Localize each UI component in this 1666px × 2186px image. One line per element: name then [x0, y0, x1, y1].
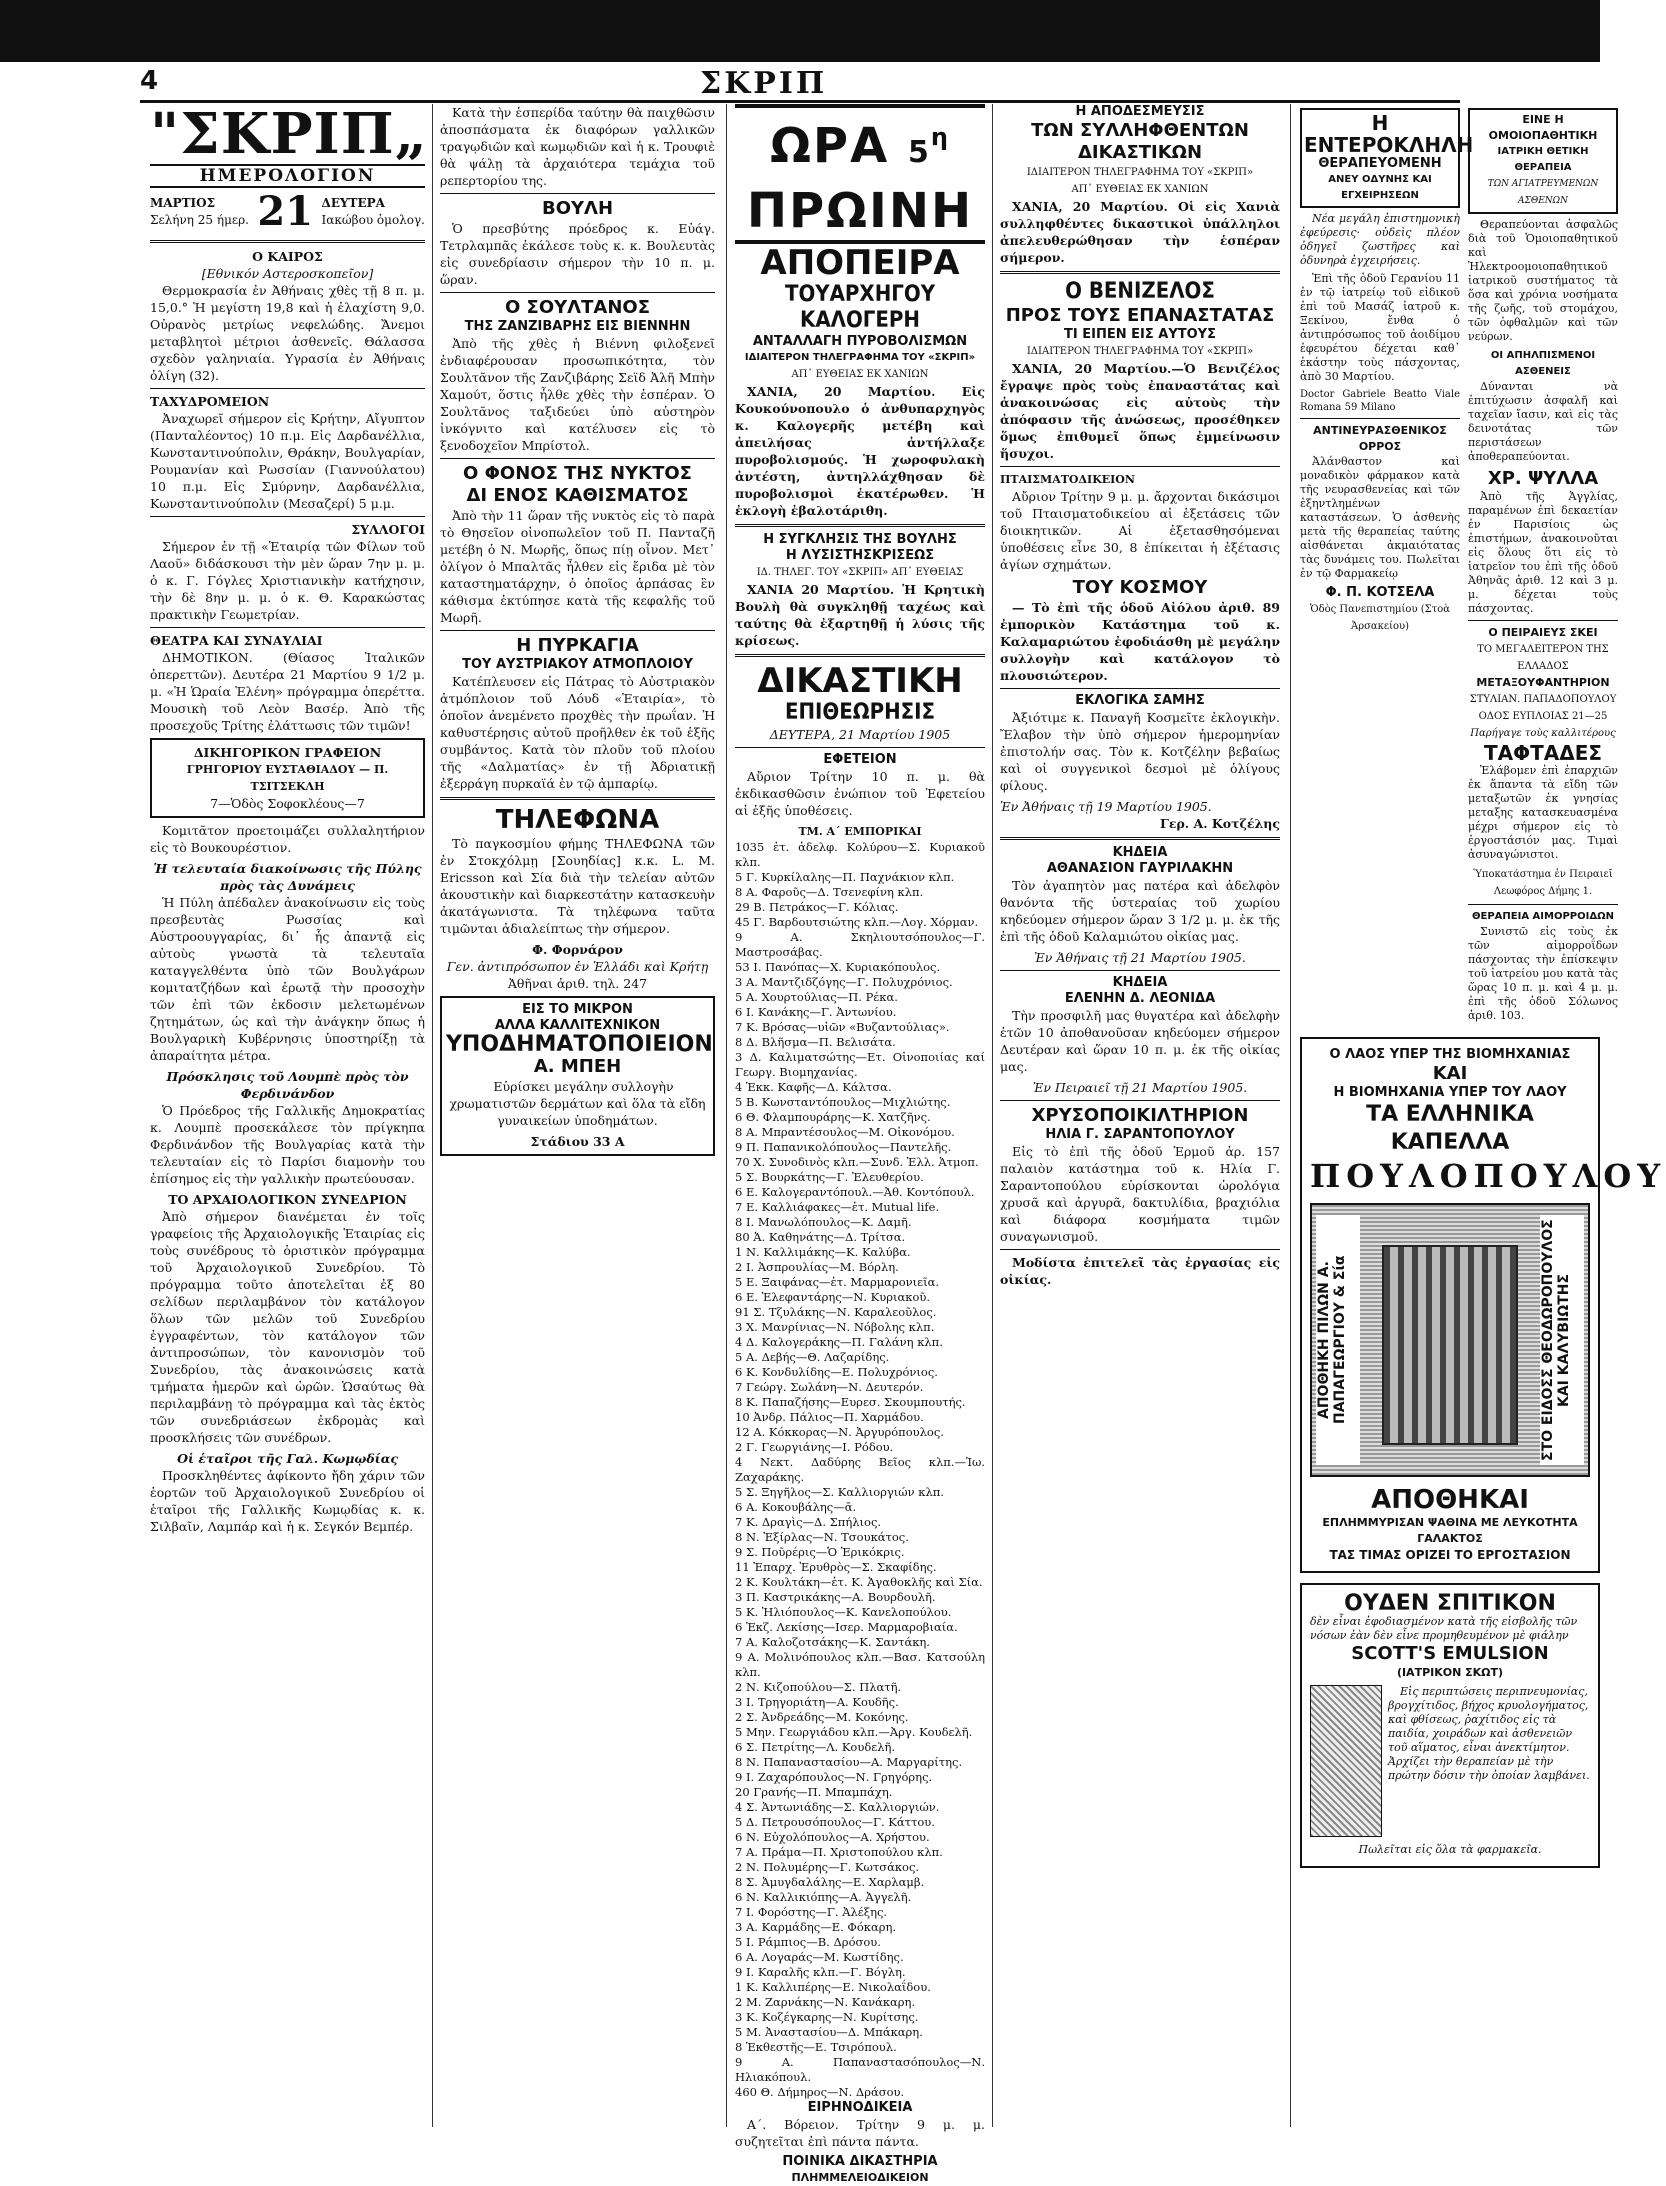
- doctor-text: Ἀπὸ τῆς Ἀγγλίας, παραμένων ἐπὶ δεκαετίαν ἐν Παρισίοις ὡς ἐπιστήμων, ἀνακοινοῦται εἰς ὅλους ὅτι εἰς τὸ ἰατρεῖον του ἐπὶ τῆς ὁδοῦ Ἀθηνᾶς ἀριθ. 12 καὶ 3 μ. μ. δέχεται τοὺς πάσχοντας.: [1468, 490, 1618, 615]
- comedy-heading: Οἱ ἑταῖροι τῆς Γαλ. Κωμῳδίας: [177, 1451, 398, 1466]
- homeopathy-ad: [1468, 108, 1618, 214]
- fisherman-illustration: [1310, 1685, 1382, 1837]
- petty-court-heading: ΠΤΑΙΣΜΑΤΟΔΙΚΕΙΟΝ: [1000, 473, 1135, 486]
- case-item: 3 Κ. Κοζέγκαρης—Ν. Κυρίτσης.: [735, 2010, 919, 2024]
- scott-sub: δὲν εἶναι ἐφοδιασμένον κατὰ τῆς εἰσβολῆς τῶν νόσων ἐὰν δὲν εἶνε προμηθευμένον μὲ φιάλην: [1310, 1615, 1578, 1642]
- case-item: 7 Γεώργ. Σωλάνη—Ν. Δευτερόν.: [735, 1380, 924, 1394]
- attempt-heading-3: ΑΝΤΑΛΛΑΓΗ ΠΥΡΟΒΟΛΙΣΜΩΝ: [752, 334, 968, 349]
- column-2: [440, 104, 715, 2127]
- hemorrhoid-text: Συνιστῶ εἰς τοὺς ἐκ τῶν αἱμορροΐδων πάσχοντας τὴν ἐπίσκεψιν τοῦ ἰατρείου μου κατὰ τὰς ὥρας 10 π. μ. καὶ 4 μ. μ. ἐπὶ τῆς ὁδοῦ Σόλωνος ἀριθ. 103.: [1468, 925, 1618, 1022]
- case-item: 8 Ν. Ἐξίρλας—Ν. Τσουκάτος.: [735, 1530, 909, 1544]
- law-office-ad: [150, 738, 425, 818]
- case-item: 8 Κ. Παπαζήσης—Ευρεσ. Σκουμπουτής.: [735, 1395, 966, 1409]
- case-item: 8 Α. Μπραντέσουλος—Μ. Οἰκονόμου.: [735, 1125, 955, 1139]
- case-item: 1 Κ. Καλλιπέρης—Ε. Νικολαΐδου.: [735, 1980, 931, 1994]
- case-item: 2 Ν. Πολυμέρης—Γ. Κωτσάκος.: [735, 1860, 920, 1874]
- case-item: 3 Α. Μαντζιδζόγης—Γ. Πολυχρόνιος.: [735, 975, 953, 989]
- case-item: 7 Ε. Καλλιάφακες—ἑτ. Mutual life.: [735, 1200, 940, 1214]
- hat-line-5: ΠΟΥΛΟΠΟΥΛΟΥ: [1310, 1157, 1666, 1195]
- funeral-1-date: Ἐν Ἀθήναις τῇ 21 Μαρτίου 1905.: [1034, 950, 1246, 965]
- case-item: 8 Ν. Παπαναστασίου—Α. Μαργαρίτης.: [735, 1755, 963, 1769]
- archaeology-heading: ΤΟ ΑΡΧΑΙΟΛΟΓΙΚΟΝ ΣΥΝΕΔΡΙΟΝ: [168, 1192, 407, 1207]
- case-item: 9 Ι. Ζαχαρόπουλος—Ν. Γρηγόρης.: [735, 1770, 933, 1784]
- attempt-heading-2: ΤΟΥΑΡΧΗΓΟΥ ΚΑΛΟΓΕΡΗ: [784, 282, 936, 333]
- samos-text: Ἀξιότιμε κ. Παναγῆ Κοσμεῖτε ἐκλογικὴν. Ἔλαβον τὴν ὑπὸ σήμερον ἡμερομηνίαν ἐπιστολήν σας. Τὸν κ. Κοτζέλην βεβαίως καὶ οἱ συγγενικοὶ δεσμοὶ μὲ ὁλίγους φίλους.: [1000, 710, 1280, 793]
- weather-heading: Ο ΚΑΙΡΟΣ: [252, 249, 323, 264]
- case-item: 8 Ἐκθεστῆς—Ε. Τσιρόπουλ.: [735, 2040, 897, 2054]
- hat-ad: [1300, 1037, 1666, 1573]
- scott-heading: ΟΥΔΕΝ ΣΠΙΤΙΚΟΝ: [1344, 1591, 1556, 1616]
- case-item: 6 Θ. Φλαμπουράρης—Κ. Χατζῆνς.: [735, 1110, 931, 1124]
- sultan-subheading: ΤΗΣ ΖΑΝΖΙΒΑΡΗΣ ΕΙΣ ΒΙΕΝΝΗΝ: [464, 319, 691, 334]
- telephones-heading: ΤΗΛΕΦΩΝΑ: [495, 805, 660, 835]
- shoe-line-2: ΑΛΛΑ ΚΑΛΛΙΤΕΧΝΙΚΟΝ: [494, 1018, 661, 1033]
- case-item: 6 Ε. Καλογεραντόπουλ.—Ἀθ. Κοντόπουλ.: [735, 1185, 975, 1199]
- funeral-1-text: Τὸν ἀγαπητὸν μας πατέρα καὶ ἀδελφὸν θανόντα τῆς ὑστεραίας τοῦ χωρίου κηδεύομεν σήμερον ὥραν 3 1/2 μ. μ. ἐκ τῆς ἐπὶ τῆς ὁδοῦ Καλαμιώτου οἰκίας μας.: [1000, 878, 1280, 944]
- hat-line-1: Ο ΛΑΟΣ ΥΠΕΡ ΤΗΣ ΒΙΟΜΗΧΑΝΙΑΣ: [1329, 1047, 1571, 1062]
- month: ΜΑΡΤΙΟΣ: [150, 195, 216, 210]
- funeral-1-heading: ΚΗΔΕΙΑ: [1112, 845, 1168, 860]
- scott-name: SCOTT'S EMULSION: [1351, 1643, 1549, 1664]
- law-address: 7—Ὁδὸς Σοφοκλέους—7: [210, 796, 365, 811]
- parliament-session-heading: Η ΣΥΓΚΛΗΣΙΣ ΤΗΣ ΒΟΥΛΗΣ: [763, 532, 957, 547]
- murder-subheading: ΔΙ ΕΝΟΣ ΚΑΘΙΣΜΑΤΟΣ: [466, 485, 689, 506]
- loubet-text: Ὁ Πρόεδρος τῆς Γαλλικῆς Δημοκρατίας κ. Λουμπὲ προσεκάλεσε τὸν πρίγκηπα Φερδινάνδον τῆς Βουλγαρίας κατὰ τὴν τελευταίαν εἰς τὸ Παρίσι διαμονὴν του ἐπίσημος εἰς τὴν γαλλικὴν πρωτεύουσαν.: [150, 1103, 425, 1186]
- case-item: 7 Α. Καλοζοτσάκης—Κ. Σαντάκη.: [735, 1635, 930, 1649]
- weather-text: Θερμοκρασία ἐν Ἀθήναις χθὲς τῇ 8 π. μ. 15,0.° Ἡ μεγίστη 19,8 καὶ ἡ ἐλαχίστη 9,0. Οὐρανὸς μετρίως νεφελώδης. Ἄνεμοι μεταβλητοὶ μέτριοι ἀσθενεῖς. Θάλασσα σχεδὸν γαληνιαία. Υγρασία ἐν Ἀθήναις ὀλίγη (32).: [150, 283, 425, 383]
- factory-illustration: [1310, 1203, 1590, 1477]
- shoe-text: Εὑρίσκει μεγάλην συλλογὴν χρωματιστῶν δερμάτων καὶ ὅλα τὰ εἴδη γυναικείων ὑποδημάτων.: [449, 1079, 706, 1128]
- funeral-2-name: ΕΛΕΝΗΝ Δ. ΛΕΟΝΙΔΑ: [1064, 991, 1216, 1006]
- hernia-signature: Doctor Gabriele Beatto Viale Romana 59 Milano: [1300, 389, 1460, 413]
- syllogoi-heading: ΣΥΛΛΟΓΟΙ: [351, 522, 425, 537]
- case-item: 6 Ἐκζ. Λεκίσης—Ισερ. Μαρμαροβιαία.: [735, 1620, 958, 1634]
- samos-signature: Γερ. Α. Κοτζέλης: [1160, 816, 1280, 831]
- hat-line-4: ΤΑ ΕΛΛΗΝΙΚΑ ΚΑΠΕΛΛΑ: [1366, 1102, 1534, 1155]
- release-heading: Η ΑΠΟΔΕΣΜΕΥΣΙΣ: [1075, 104, 1205, 119]
- homeopathy-text-2: Δύνανται νὰ ἐπιτύχωσιν ἀσφαλῆ καὶ ταχεῖαν ἴασιν, καὶ εἰς τὰς δεινοτάτας τῶν περιστάσεων ἀποθεραπεύονται.: [1468, 380, 1618, 463]
- column-3: [735, 104, 985, 2184]
- case-item: 5 Σ. Βουρκάτης—Γ. Ἐλευθερίου.: [735, 1170, 924, 1184]
- penal-court-sub: ΠΛΗΜΜΕΛΕΙΟΔΙΚΕΙΟΝ: [791, 2171, 929, 2184]
- case-item: 6 Α. Λογαράς—Μ. Κωστίδης.: [735, 1950, 904, 1964]
- parliament-session-source: ΙΔ. ΤΗΛΕΓ. ΤΟΥ «ΣΚΡΙΠ» ΑΠ᾽ ΕΥΘΕΙΑΣ: [756, 567, 964, 578]
- case-item: 80 Ἀ. Καθηνάτης—Δ. Τρίτσα.: [735, 1230, 906, 1244]
- weather-source: [Εθνικόν Αστεροσκοπεῖον]: [201, 266, 374, 281]
- case-item: 4 Ἐκκ. Καφῆς—Δ. Κάλτσα.: [735, 1080, 892, 1094]
- murder-heading: Ο ΦΟΝΟΣ ΤΗΣ ΝΥΚΤΟΣ: [463, 463, 692, 484]
- hernia-text: Νέα μεγάλη ἐπιστημονικὴ ἐφεύρεσις· οὐδεὶς πλέον ὀδηγεῖ ζωστῆρες καὶ ὀδυνηρὰ ἐγχειρήσεις.: [1300, 212, 1460, 267]
- case-item: 5 Μην. Γεωργιάδου κλπ.—Ἀργ. Κουδελῆ.: [735, 1725, 973, 1739]
- case-item: 29 Β. Πετράκος—Γ. Κόλιας.: [735, 900, 899, 914]
- column-rule: [1290, 104, 1291, 2127]
- case-list: [735, 840, 985, 2100]
- samos-heading: ΕΚΛΟΓΙΚΑ ΣΑΜΗΣ: [1075, 693, 1205, 708]
- case-item: 6 Ε. Ἐλεφαντάρης—Ν. Κυριακοῦ.: [735, 1290, 931, 1304]
- case-item: 2 Κ. Κουλτάκη—ἑτ. Κ. Ἀγαθοκλῆς καὶ Σία.: [735, 1575, 983, 1589]
- day-number: 21: [257, 188, 314, 235]
- release-heading-2: ΤΩΝ ΣΥΛΛΗΦΘΕΝΤΩΝ: [1031, 120, 1249, 141]
- petty-court-text: Αὔριον Τρίτην 9 μ. μ. ἄρχονται δικάσιμοι τοῦ Πταισματοδικείου αἱ ἑξετάσεις τῶν διοικητικῶν. Αἱ ἐξετασθησόμεναι ὑποθέσεις εἶνε 30, 8 ἐπίκειται ἡ ἐξέτασις ἀγίων σχημάτων.: [1000, 489, 1280, 572]
- case-item: 4 Δ. Καλογεράκης—Π. Γαλάνη κλπ.: [735, 1335, 943, 1349]
- case-item: 8 Α. Φαροῦς—Δ. Τσενεφίνη κλπ.: [735, 885, 924, 899]
- hat-line-6: ΑΠΟΘΗΚΑΙ: [1371, 1485, 1529, 1515]
- attempt-source: ΙΔΙΑΙΤΕΡΟΝ ΤΗΛΕΓΡΑΦΗΜΑ ΤΟΥ «ΣΚΡΙΠ»: [744, 352, 976, 363]
- appeals-section: ΤΜ. Α΄ ΕΜΠΟΡΙΚΑΙ: [798, 825, 922, 838]
- saint: Ιακώβου ὁμολογ.: [321, 212, 425, 227]
- case-item: 2 Γ. Γεωργιάνης—Ι. Ρόδου.: [735, 1440, 894, 1454]
- court-heading: ΔΙΚΑΣΤΙΚΗ: [757, 661, 963, 701]
- edition-time: ΠΡΩΙΝΗ: [746, 183, 974, 239]
- silk-signature: Ὑποκατάστημα ἐν Πειραιεῖ Λεωφόρος Δήμης 1.: [1473, 869, 1613, 897]
- parliament-heading: ΒΟΥΛΗ: [541, 198, 614, 219]
- case-item: 1035 ἐτ. ἀδελφ. Κολύρου—Σ. Κυριακοῦ κλπ.: [735, 840, 985, 869]
- case-item: 7 Ι. Φορόστης—Γ. Ἀλέξης.: [735, 1905, 888, 1919]
- antineurasthenic-text: Ἀλάνθαστον καὶ μοναδικὸν φάρμακον κατὰ τῆς νευρασθενείας καὶ τῶν ἐξηντλημένων καταστάσεων. Ὁ ἀσθενὴς μετὰ τῆς θεραπείας ταύτης αἰσθάνεται ἀκμαιότατας τὰς δυνάμεις του. Πωλεῖται ἐν τῷ Φαρμακείῳ: [1300, 455, 1460, 580]
- sultan-text: Ἀπὸ τῆς χθὲς ἡ Βιέννη φιλοξενεῖ ἐνδιαφέρουσαν προσωπικότητα, τὸν Σουλτᾶνον τῆς Ζανζιβάρης Σεϊδ Ἀλῆ Μπὴν Χαμούτ, ὅστις ἦλθε χθὲς τὴν ἑσπέραν. Ὁ Σουλτᾶνος ταξιδεύει ὑπὸ αὐστηρὸν ἰνκόγνιτο καὶ κατέλυσεν εἰς τὸ ξενοδοχεῖον Μπρίστολ.: [440, 336, 715, 453]
- antineurasthenic-address: Ὁδὸς Πανεπιστημίου (Στοὰ Ἀρσακείου): [1310, 604, 1450, 632]
- silk-sub-2: ΜΕΤΑΞΟΥΦΑΝΤΗΡΙΟΝ: [1476, 676, 1610, 689]
- case-item: 8 Δ. Βλῆσμα—Π. Βελισάτα.: [735, 1035, 896, 1049]
- page-number: 4: [140, 66, 159, 96]
- case-item: 8 Ι. Μανωλόπουλος—Κ. Δαμῆ.: [735, 1215, 912, 1229]
- shoe-address: Στάδιου 33 Α: [530, 1134, 625, 1149]
- case-item: 6 Ν. Καλλικιόπης—Α. Ἀγγελῆ.: [735, 1890, 912, 1904]
- antineurasthenic-pharmacy: Φ. Π. ΚΟΤΣΕΛΑ: [1325, 585, 1435, 600]
- silk-text: Παρήγαγε τοὺς καλλιτέρους: [1470, 728, 1616, 739]
- parliament-text: Ὁ πρεσβύτης πρόεδρος κ. Εὐάγ. Τετρλαμπᾶς ἐκάλεσε τοὺς κ. κ. Βουλευτὰς εἰς συνεδρίασιν σήμερον τὴν 10 π. μ. ὥραν.: [440, 221, 715, 287]
- venizelos-heading: Ο ΒΕΝΙΖΕΛΟΣ: [1065, 279, 1215, 304]
- hernia-sub-2: ΑΝΕΥ ΟΔΥΝΗΣ ΚΑΙ ΕΓΧΕΙΡΗΣΕΩΝ: [1328, 174, 1432, 201]
- parliament-session-text: ΧΑΝΙΑ 20 Μαρτίου. Ἡ Κρητικὴ Βουλὴ θὰ συγκληθῇ ταχέως καὶ ταύτης θὰ ἐξαρτηθῇ ἡ λύσις τῆς κρίσεως.: [735, 582, 985, 648]
- case-item: 7 Α. Πράμα—Π. Χριστοπούλου κλπ.: [735, 1845, 943, 1859]
- case-item: 12 Α. Κόκκορας—Ν. Ἀργυρόπουλος.: [735, 1425, 944, 1439]
- shoe-line-1: ΕΙΣ ΤΟ ΜΙΚΡΟΝ: [522, 1002, 633, 1017]
- edition-number: 5: [907, 135, 931, 170]
- telephones-signature: Φ. Φορνάρον: [532, 942, 623, 957]
- hemorrhoid-heading: ΘΕΡΑΠΕΙΑ ΑΙΜΟΡΡΟΙΔΩΝ: [1472, 911, 1614, 922]
- case-item: 3 Π. Καστρικάκης—Α. Βουρδουλῆ.: [735, 1590, 936, 1604]
- post-text: Ἀναχωρεῖ σήμερον εἰς Κρήτην, Αἴγυπτον (Πανταλέοντος) 10 π.μ. Εἰς Δαρδανέλλια, Κωνσταντινούπολιν, Θράκην, Βουλγαρίαν, Ρουμανίαν καὶ Ρωσσίαν (Γιαννούλατου) 10 π.μ. Εἰς Σμύρνην, Δαρδανέλλια, Κωνσταντινούπολιν (Μεσαζερί) 5 μ.μ.: [150, 411, 425, 511]
- case-item: 70 Χ. Συνοδινὸς κλπ.—Συνδ. Ἑλλ. Ἀτμοπ.: [735, 1155, 979, 1169]
- case-item: 3 Α. Καρμάδης—Ε. Φόκαρη.: [735, 1920, 897, 1934]
- silk-sub: ΤΟ ΜΕΓΑΛΕΙΤΕΡΟΝ ΤΗΣ ΕΛΛΑΔΟΣ: [1477, 644, 1609, 672]
- case-item: 20 Γρανής—Π. Μπαμπάχη.: [735, 1785, 893, 1799]
- silk-sub-3: ΣΤΥΛΙΑΝ. ΠΑΠΑΔΟΠΟΥΛΟΥ: [1469, 694, 1617, 705]
- hernia-sub: ΘΕΡΑΠΕΥΟΜΕΝΗ: [1318, 156, 1442, 171]
- funeral-1-name: ΑΘΑΝΑΣΙΟΝ ΓΑΥΡΙΛΑΚΗΝ: [1046, 861, 1234, 876]
- post-heading: ΤΑΧΥΔΡΟΜΕΙΟΝ: [150, 394, 270, 409]
- samos-date: Ἐν Ἀθήναις τῇ 19 Μαρτίου 1905.: [1000, 799, 1212, 814]
- homeopathy-text: Θεραπεύονται ἀσφαλῶς διὰ τοῦ Ὁμοιοπαθητικοῦ καὶ Ἠλεκτροομοιοπαθητικοῦ ἰατρικοῦ συστήματος τὰ ὅσα καὶ χρόνια νοσήματα τῆς ζωῆς, τοῦ στομάχου, τῶν ὀφθαλμῶν καὶ τῶν νεύρων.: [1468, 218, 1618, 343]
- edition-suffix: η: [930, 123, 950, 151]
- fire-subheading: ΤΟΥ ΑΥΣΤΡΙΑΚΟΥ ΑΤΜΟΠΛΟΙΟΥ: [462, 657, 693, 672]
- attempt-source-2: ΑΠ᾽ ΕΥΘΕΙΑΣ ΕΚ ΧΑΝΙΩΝ: [791, 369, 929, 380]
- case-item: 2 Σ. Ἀνδρεάδης—Μ. Κοκόνης.: [735, 1710, 909, 1724]
- hernia-ad: [1300, 108, 1474, 208]
- hernia-text-2: Ἐπὶ τῆς ὁδοῦ Γερανίου 11 ἐν τῷ ἰατρείῳ τοῦ εἰδικοῦ ἐπὶ τοῦ Μασάζ ἰατροῦ κ. Ξεκίνου, ἔνθα ὁ ἀντιπρόσωπος τοῦ ἀοιδίμου ἐφευρέτου δέχεται καθ᾽ ἑκάστην τοὺς πάσχοντας, ἀπὸ 30 Μαρτίου.: [1300, 272, 1460, 383]
- appeals-heading: ΕΦΕΤΕΙΟΝ: [823, 752, 897, 767]
- case-item: 2 Μ. Ζαρνάκης—Ν. Κανάκαρη.: [735, 1995, 916, 2009]
- case-item: 9 Α. Μολινόπουλος κλπ.—Βασ. Κατσούλη κλπ.: [735, 1650, 985, 1679]
- theatre-text: ΔΗΜΟΤΙΚΟΝ. (Θίασος Ἰταλικῶν ὀπερεττῶν). Δευτέρα 21 Μαρτίου 9 1/2 μ. μ. «Ἡ Ὡραία Ἑλένη» πρόγραμμα ὀπερέττα. Μουσικὴ τοῦ Λεὸν Βασέρ. Ἀπὸ τῆς προσεχοῦς Τρίτης ἐλάττωσις τῶν τιμῶν!: [150, 650, 425, 733]
- fire-heading: Η ΠΥΡΚΑΓΙΑ: [516, 635, 639, 656]
- homeopathy-sub-3: ΟΙ ΑΠΗΛΠΙΣΜΕΝΟΙ ΑΣΘΕΝΕΙΣ: [1490, 350, 1596, 377]
- case-item: 11 Ἐπαρχ. Ἐρυθρὸς—Σ. Σκαφίδης.: [735, 1560, 937, 1574]
- case-item: 4 Σ. Ἀντωνιάδης—Σ. Καλλιοργιών.: [735, 1800, 940, 1814]
- case-item: 2 Ν. Κιζοπούλου—Σ. Πλατῆ.: [735, 1680, 902, 1694]
- antineurasthenic-heading: ΑΝΤΙΝΕΥΡΑΣΘΕΝΙΚΟΣ ΟΡΡΟΣ: [1313, 424, 1447, 453]
- case-item: 9 Ι. Καραλῆς κλπ.—Γ. Βόγλη.: [735, 1965, 906, 1979]
- case-item: 7 Κ. Δραγὶς—Δ. Σπήλιος.: [735, 1515, 882, 1529]
- murder-text: Ἀπὸ τὴν 11 ὥραν τῆς νυκτὸς εἰς τὸ παρὰ τὸ Θησεῖον οἰνοπωλεῖον τοῦ Π. Πανταζῆ μετέβη ὁ Ν. Μωρῆς, ὅπως πίῃ οἶνον. Μετ᾽ ὀλίγον ὁ Μπαλτᾶς ἦλθεν εἰς ἔριδα μὲ τὸν καταστηματάρχην, ὁ ὁποῖος ἁρπάσας ἓν κάθισμα ἐκτύπησε κατὰ τῆς κεφαλῆς τοῦ Μωρῆ.: [440, 508, 715, 625]
- scott-footer: Πωλεῖται εἰς ὅλα τὰ φαρμακεῖα.: [1358, 1843, 1542, 1856]
- funeral-2-heading: ΚΗΔΕΙΑ: [1112, 975, 1168, 990]
- attempt-text: ΧΑΝΙΑ, 20 Μαρτίου. Εἰς Κουκούνοπουλο ὁ ἀνθυπαρχηγὸς κ. Καλογερῆς μετέβη καὶ ἀπειλήσας ἀντήλλαξε πυροβολισμούς. Ἡ χωροφυλακὴ ἀντέστη, ἀντηλλάχθησαν δὲ πυροβολισμοὶ ἑκατέρωθεν. Ἡ ἐκλογὴ ἐβαλοτάριθη.: [735, 384, 985, 518]
- peace-court-text: Α΄. Βόρειον. Τρίτην 9 μ. μ. συζητεῖται ἐπὶ πάντα πάντα.: [735, 2117, 985, 2149]
- top-black-band: [0, 0, 1600, 62]
- case-item: 5 Δ. Πετρουσόπουλος—Γ. Κάττου.: [735, 1815, 935, 1829]
- case-item: 91 Σ. Τζυλάκης—Ν. Καραλεοῦλος.: [735, 1305, 937, 1319]
- doctor-name: ΧΡ. ΨΥΛΛΑ: [1487, 468, 1599, 489]
- homeopathy-sub: ΙΑΤΡΙΚΗ ΘΕΤΙΚΗ ΘΕΡΑΠΕΙΑ: [1497, 146, 1589, 173]
- peace-court-heading: ΕΙΡΗΝΟΔΙΚΕΙΑ: [807, 2100, 913, 2115]
- silk-heading: Ο ΠΕΙΡΑΙΕΥΣ ΣΚΕΙ: [1488, 626, 1598, 639]
- hat-line-3: Η ΒΙΟΜΗΧΑΝΙΑ ΥΠΕΡ ΤΟΥ ΛΑΟΥ: [1333, 1085, 1567, 1100]
- case-item: 6 Σ. Πετρίτης—Λ. Κουδελῆ.: [735, 1740, 896, 1754]
- court-heading-2: ΕΠΙΘΕΩΡΗΣΙΣ: [784, 700, 936, 725]
- case-item: 9 Α. Σκηλιουτσόπουλος—Γ. Μαστροσάβας.: [735, 930, 985, 959]
- case-item: 45 Γ. Βαρδουτσιώτης κλπ.—Λογ. Χόρμαν.: [735, 915, 979, 929]
- moon: Σελήνη 25 ήμερ.: [150, 212, 249, 227]
- venizelos-source: ΙΔΙΑΙΤΕΡΟΝ ΤΗΛΕΓΡΑΦΗΜΑ ΤΟΥ «ΣΚΡΙΠ»: [1026, 346, 1254, 357]
- venizelos-sub: ΠΡΟΣ ΤΟΥΣ ΕΠΑΝΑΣΤΑΤΑΣ: [1005, 305, 1275, 326]
- hat-line-2: ΚΑΙ: [1432, 1063, 1468, 1084]
- case-item: 6 Κ. Κονδυλίδης—Ε. Πολυχρόνιος.: [735, 1365, 938, 1379]
- column-1: [150, 101, 428, 2127]
- law-names: ΓΡΗΓΟΡΙΟΥ ΕΥΣΤΑΘΙΑΔΟΥ — Π. ΤΣΙΤΣΕΚΛΗ: [186, 763, 389, 793]
- homeopathy-sub-2: ΤΩΝ ΑΓΙΑΤΡΕΥΜΕΝΩΝ ΑΣΘΕΝΩΝ: [1487, 179, 1599, 206]
- column-rule: [726, 104, 727, 2127]
- edition-word: ΩΡΑ: [770, 118, 890, 174]
- law-heading: ΔΙΚΗΓΟΡΙΚΟΝ ΓΡΑΦΕΙΟΝ: [193, 745, 382, 760]
- case-item: 5 Ε. Ξαιφάνας—ἐτ. Μαρμαρονιεῖα.: [735, 1275, 940, 1289]
- world-text: — Τὸ ἐπὶ τῆς ὁδοῦ Αἰόλου ἀριθ. 89 ἐμπορικὸν Κατάστημα τοῦ κ. Καλαμαριώτου ἐφοδιάσθη μὲ μεγάλην συλλογὴν καὶ κατάλογον τὸ πλουσιώτερον.: [1000, 600, 1280, 683]
- penal-court-heading: ΠΟΙΝΙΚΑ ΔΙΚΑΣΤΗΡΙΑ: [782, 2154, 938, 2169]
- column-5: [1300, 104, 1666, 2127]
- world-heading: ΤΟΥ ΚΟΣΜΟΥ: [1072, 577, 1208, 598]
- case-item: 5 Β. Κωνσταντόπουλος—Μιχλιώτης.: [735, 1095, 951, 1109]
- jeweler-name: ΗΛΙΑ Γ. ΣΑΡΑΝΤΟΠΟΥΛΟΥ: [1045, 1127, 1235, 1142]
- scott-name-2: (ΙΑΤΡΙΚΟΝ ΣΚΩΤ): [1396, 1666, 1504, 1679]
- case-item: 53 Ι. Πανόπας—Χ. Κυριακόπουλος.: [735, 960, 941, 974]
- silk-address: ΟΔΟΣ ΕΥΠΛΟΙΑΣ 21—25: [1478, 711, 1608, 722]
- jeweler-text: Εἰς τὸ ἐπὶ τῆς ὁδοῦ Ἑρμοῦ ἀρ. 157 παλαιὸν κατάστημα τοῦ κ. Ηλία Γ. Σαραντοπούλου εὑρίσκονται ὡρολόγια χρυσᾶ καὶ ἀργυρᾶ, δακτυλίδια, βραχιόλια καὶ διάφορα κοσμήματα τιμῶν συναγωνισμοῦ.: [1000, 1144, 1280, 1244]
- case-item: 5 Σ. Ξηγῆλος—Σ. Καλλιοργιών κλπ.: [735, 1485, 944, 1499]
- funeral-2-text: Τὴν προσφιλῆ μας θυγατέρα καὶ ἀδελφὴν ἐτῶν 10 ἀποθανοῦσαν κηδεύομεν σήμερον Δευτέραν καὶ ὥραν 10 π. μ. ἐκ τῆς οἰκίας μας.: [1000, 1008, 1280, 1074]
- case-item: 1 Ν. Καλλιμάκης—Κ. Καλύβα.: [735, 1245, 911, 1259]
- venizelos-text: ΧΑΝΙΑ, 20 Μαρτίου.—Ὁ Βενιζέλος ἔγραψε πρὸς τοὺς ἐπαναστάτας καὶ ἀνακοινώσας εἰς αὐτοὺς τὴν ἀπόφασιν τῆς ἀνώσεως, προσέθηκεν ὅμως ἐπιθυμεῖ ὅπως ἐμμείνωσιν ἥσυχοι.: [1000, 361, 1280, 461]
- homeopathy-heading: ΕΙΝΕ Η ΟΜΟΙΟΠΑΘΗΤΙΚΗ: [1488, 113, 1598, 142]
- scott-text: Εἰς περιπτώσεις περιπνευμονίας, βρογχίτιδος, βήχος κρυολογήματος, καὶ φθίσεως, ῥαχίτιδος εἰς τὰ παιδία, χοιράδων καὶ ἀσθενειῶν τοῦ αἵματος, εἶναι ἀνεκτίμητον. Ἀρχίζει τὴν θεραπείαν μὲ τὴν πρώτην δόσιν τὴν ὁποίαν λαμβάνει.: [1388, 1685, 1590, 1782]
- telegram-text: Ἡ Πύλη ἀπέδαλεν ἀνακοίνωσιν εἰς τοὺς πρεσβευτὰς Ρωσσίας καὶ Αὐστροουγγαρίας, δι᾽ ἧς ἀπαντᾷ εἰς αὐτοὺς γνωστὰ τὰ τελευταῖα καταγγελθέντα ὑπὸ τῶν Βουλγάρων κομιτατζήδων καὶ ἐρωτᾷ τὴν προσοχὴν τῶν ἐπὶ τῶν ἐκδοσιν μελετωμένων ζητημάτων, ὡς καὶ τὴν ἀνάγκην ὅπως ἡ Βουλγαρικὴ Κυβέρνησις ὑποστηρίξῃ τὰ ἀπαραίτητα μέτρα.: [150, 895, 425, 1063]
- shoe-shop-ad: [440, 996, 715, 1156]
- column-rule: [992, 104, 993, 2127]
- case-item: 5 Α. Δεβής—Θ. Λαζαρίδης.: [735, 1350, 890, 1364]
- weekday: ΔΕΥΤΕΡΑ: [321, 195, 385, 210]
- masthead-subtitle: ΗΜΕΡΟΛΟΓΙΟΝ: [150, 164, 425, 188]
- case-item: 6 Ν. Εὐχολόπουλος—Α. Χρήστου.: [735, 1830, 930, 1844]
- telephones-address: Ἀθῆναι ἀριθ. τηλ. 247: [507, 976, 648, 991]
- case-item: 460 Θ. Δήμηρος—Ν. Δράσου.: [735, 2085, 905, 2099]
- sultan-heading: Ο ΣΟΥΛΤΑΝΟΣ: [504, 297, 650, 318]
- case-item: 9 Σ. Ποῦρέρις—Ὁ Ἐρικόκρις.: [735, 1545, 905, 1559]
- masthead: "ΣΚΡΙΠ„: [150, 101, 428, 167]
- shoe-line-3: ΥΠΟΔΗΜΑΤΟΠΟΙΕΙΟΝ: [446, 1032, 713, 1057]
- date-box: [150, 188, 425, 235]
- release-text: ΧΑΝΙΑ, 20 Μαρτίου. Οἱ εἰς Χανιὰ συλληφθέντες δικαστικοὶ ὑπάλληλοι ἀπελευθερώθησαν τὴν ἑσπέραν σήμερον.: [1000, 199, 1280, 265]
- case-item: 7 Κ. Βρόσας—υἱῶν «Βυζαντούλιας».: [735, 1020, 950, 1034]
- case-item: 5 Κ. Ἠλιόπουλος—Κ. Κανελοπούλου.: [735, 1605, 952, 1619]
- appeals-intro: Αὔριον Τρίτην 10 π. μ. θὰ ἐκδικασθῶσιν ἐνώπιον τοῦ Ἐφετείου αἱ ἑξῆς ὑποθέσεις.: [735, 769, 985, 818]
- soiree-text: Κατὰ τὴν ἑσπερίδα ταύτην θὰ παιχθῶσιν ἀποσπάσματα ἐκ διαφόρων γαλλικῶν τραγῳδιῶν καὶ κωμῳδιῶν καὶ ἡ κ. Τρουφιὲ θὰ ψάλῃ τὰ ἀρχαιότερα τεμάχια τοῦ ρεπερτορίου της.: [440, 105, 715, 188]
- case-item: 6 Α. Κοκουβάλης—ᾱ.: [735, 1500, 857, 1514]
- case-item: 9 Π. Παπανικολόπουλος—Παντελῆς.: [735, 1140, 952, 1154]
- case-item: 9 Α. Παπαναστασόπουλος—Ν. Ηλιακόπουλ.: [735, 2055, 985, 2084]
- fire-text: Κατέπλευσεν εἰς Πάτρας τὸ Αὐστριακὸν ἀτμόπλοιον τοῦ Λόυδ «Ἑταιρία», τὸ ὁποῖον ἀνεμένετο προχθὲς τὴν πρωΐαν. Ἡ καθυστέρησις αὐτοῦ προῆλθεν ἐκ τοῦ ἑξῆς συμβάντος. Κατὰ τὸν πλοῦν τοῦ πλοίου τῆς «Δαλματίας» ἐν τῇ Ἀδριατικῇ ἐξερράγη πυρκαϊά ἐν τῷ ἀμπαρίῳ.: [440, 674, 715, 791]
- silk-big: ΤΑΦΤΑΔΕΣ: [1483, 741, 1603, 765]
- release-source: ΙΔΙΑΙΤΕΡΟΝ ΤΗΛΕΓΡΑΦΗΜΑ ΤΟΥ «ΣΚΡΙΠ»: [1026, 167, 1254, 178]
- release-source-2: ΑΠ᾽ ΕΥΘΕΙΑΣ ΕΚ ΧΑΝΙΩΝ: [1071, 184, 1209, 195]
- court-date: ΔΕΥΤΕΡΑ, 21 Μαρτίου 1905: [769, 727, 951, 742]
- theatre-heading: ΘΕΑΤΡΑ ΚΑΙ ΣΥΝΑΥΛΙΑΙ: [150, 633, 323, 648]
- case-item: 5 Μ. Ἀναστασίου—Δ. Μπάκαρη.: [735, 2025, 923, 2039]
- intro-text: Κομιτᾶτον προετοιμάζει συλλαλητήριον εἰς τὸ Βουκουρέστιον.: [150, 823, 425, 855]
- column-4: [1000, 104, 1280, 2127]
- case-item: 6 Ι. Κανάκης—Γ. Ἀντωνίου.: [735, 1005, 897, 1019]
- column-rule: [432, 104, 433, 2127]
- case-item: 10 Ἀνδρ. Πάλιος—Π. Χαρμάδου.: [735, 1410, 924, 1424]
- hat-line-8: ΤΑΣ ΤΙΜΑΣ ΟΡΙΖΕΙ ΤΟ ΕΡΓΟΣΤΑΣΙΟΝ: [1329, 1548, 1571, 1562]
- hat-right-side: ΣΤΟ ΕΙΔΟΣΣ ΘΕΟΔΩΡΟΠΟΥΛΟΣ ΚΑΙ ΚΑΛΥΒΙΩΤΗΣ: [1540, 1215, 1584, 1465]
- venizelos-sub-2: ΤΙ ΕΙΠΕΝ ΕΙΣ ΑΥΤΟΥΣ: [1064, 327, 1216, 342]
- jeweler-heading: ΧΡΥΣΟΠΟΙΚΙΛΤΗΡΙΟΝ: [1031, 1105, 1249, 1126]
- hat-line-7: ΕΠΛΗΜΜΥΡΙΣΑΝ ΨΑΘΙΝΑ ΜΕ ΛΕΥΚΟΤΗΤΑ ΓΑΛΑΚΤΟΣ: [1322, 1516, 1578, 1545]
- shoe-line-4: Α. ΜΠΕΗ: [533, 1056, 622, 1077]
- edition-banner: [735, 104, 985, 244]
- case-item: 2 Ι. Ἀσπρουλίας—Μ. Βόρλη.: [735, 1260, 899, 1274]
- case-item: 8 Σ. Ἀμυγδαλάλης—Ε. Χαρλαμβ.: [735, 1875, 925, 1889]
- case-item: 4 Νεκτ. Δαδύρης Βεῖος κλπ.—Ἰω. Ζαχαράκης.: [735, 1455, 985, 1484]
- syllogoi-text: Σήμερον ἐν τῇ «Ἑταιρίᾳ τῶν Φίλων τοῦ Λαοῦ» διδάσκουσι τὴν μὲν ὥραν 7ην μ. μ. ὁ κ. Γ. Γόγλες Χριστιανικὴν κατήχησιν, τὴν δὲ 8ην μ. μ. ὁ κ. Θ. Καρακώστας πρακτικὴν Γεωμετρίαν.: [150, 539, 425, 622]
- case-item: 5 Γ. Κυρκίλαλης—Π. Παχνάκιον κλπ.: [735, 870, 955, 884]
- case-item: 3 Δ. Καλιματσώτης—Ετ. Οἰνοποιίας καί Γεωργ. Βιομηχανίας.: [735, 1050, 985, 1079]
- scott-ad: [1300, 1583, 1600, 1868]
- case-item: 5 Α. Χουρτούλιας—Π. Ρέκα.: [735, 990, 898, 1004]
- factory-building: [1382, 1245, 1518, 1445]
- release-heading-3: ΔΙΚΑΣΤΙΚΩΝ: [1077, 142, 1203, 163]
- notice-text: Μοδίστα ἐπιτελεῖ τὰς ἐργασίας εἰς οἰκίας.: [1000, 1255, 1280, 1287]
- telegram-heading: Ἡ τελευταία διακοίνωσις τῆς Πύλης πρὸς τὰς Δυνάμεις: [153, 861, 422, 893]
- telephones-text: Τὸ παγκοσμίου φήμης ΤΗΛΕΦΩΝΑ τῶν ἐν Στοκχόλμῃ [Σουηδίας] κ.κ. L. M. Ericsson καὶ Σία διὰ τὴν τελείαν αὐτῶν ἀκουστικὴν καὶ διαρκεστάτην κατασκευὴν ἀκατάγωνιστα. Τὰ τηλέφωνα ταῦτα τιμῶνται ἀδιαλείπτως τὴν σήμερον.: [440, 836, 715, 936]
- comedy-text: Προσκληθέντες ἀφίκοντο ἤδη χάριν τῶν ἑορτῶν τοῦ Ἀρχαιολογικοῦ Συνεδρίου οἱ ἑταῖροι τῆς Γαλλικῆς Κωμῳδίας κ. κ. Σιλβαῖν, Λαμπάρ καὶ ἡ κ. Σεγκόν Βεμπέρ.: [150, 1468, 425, 1534]
- hat-left-side: ΑΠΟΘΗΚΗ ΠΙΛΩΝ Α. ΠΑΠΑΓΕΩΡΓΙΟΥ & Σία: [1316, 1215, 1360, 1465]
- running-header: [140, 66, 1460, 103]
- case-item: 3 Χ. Μανρίνιας—Ν. Νόβολης κλπ.: [735, 1320, 935, 1334]
- case-item: 3 Ι. Τρηγοριάτη—Α. Κουδῆς.: [735, 1695, 899, 1709]
- silk-text-2: Ἐλάβομεν ἐπὶ ἐπαρχιῶν ἐκ ἅπαντα τὰ εἴδη τῶν μεταξωτῶν ἐκ γνησίας μεταξης κατασκευασμένα μέχρι σήμερον εἰς τὸ ἐργοστάσιόν μας. Τιμαὶ ἀσυναγώνιστοι.: [1468, 764, 1618, 861]
- funeral-2-date: Ἐν Πειραιεῖ τῇ 21 Μαρτίου 1905.: [1032, 1080, 1248, 1095]
- loubet-heading: Πρόσκλησις τοῦ Λουμπὲ πρὸς τὸν Φερδινάνδον: [166, 1069, 409, 1101]
- hernia-heading: Η ΕΝΤΕΡΟΚΛΗΛΗ: [1304, 111, 1474, 157]
- attempt-heading: ΑΠΟΠΕΙΡΑ: [760, 243, 960, 283]
- running-title: ΣΚΡΙΠ: [700, 66, 828, 101]
- case-item: 5 Ι. Ράμπιος—Β. Δρόσου.: [735, 1935, 881, 1949]
- parliament-session-sub: Η ΛΥΣΙΣΤΗΣΚΡΙΣΕΩΣ: [785, 548, 935, 563]
- archaeology-text: Ἀπὸ σήμερον διανέμεται ἐν τοῖς γραφείοις τῆς Ἀρχαιολογικῆς Ἑταιρίας εἰς τοὺς συνέδρους τὸ ὁριστικὸν πρόγραμμα τοῦ Ἀρχαιολογικοῦ Συνεδρίου. Τὸ πρόγραμμα τοῦτο ἀποτελεῖται ἐξ 80 σελίδων περιλαμβάνον τὸν κατάλογον ὅλων τῶν μελῶν τοῦ Συνεδρίου ἐγγραφέντων, τὸν κατάλογον τῶν ἀντιπροσώπων, τὸν κανονισμὸν τοῦ Συνεδρίου, τὰς ἀνακοινώσεις κατὰ τμήματα ἠμερῶν καὶ ὡρῶν. Ὡσαύτως θὰ περιλαμβάνῃ τὸ πρόγραμμα καὶ τὰς ἐκτὸς τῶν συνεδριάσεων ἐκδρομὰς καὶ προσκλήσεις τῶν συνέδρων.: [150, 1209, 425, 1445]
- telephones-agent: Γεν. ἀντιπρόσωπον ἐν Ἑλλάδι καὶ Κρήτῃ: [446, 959, 709, 974]
